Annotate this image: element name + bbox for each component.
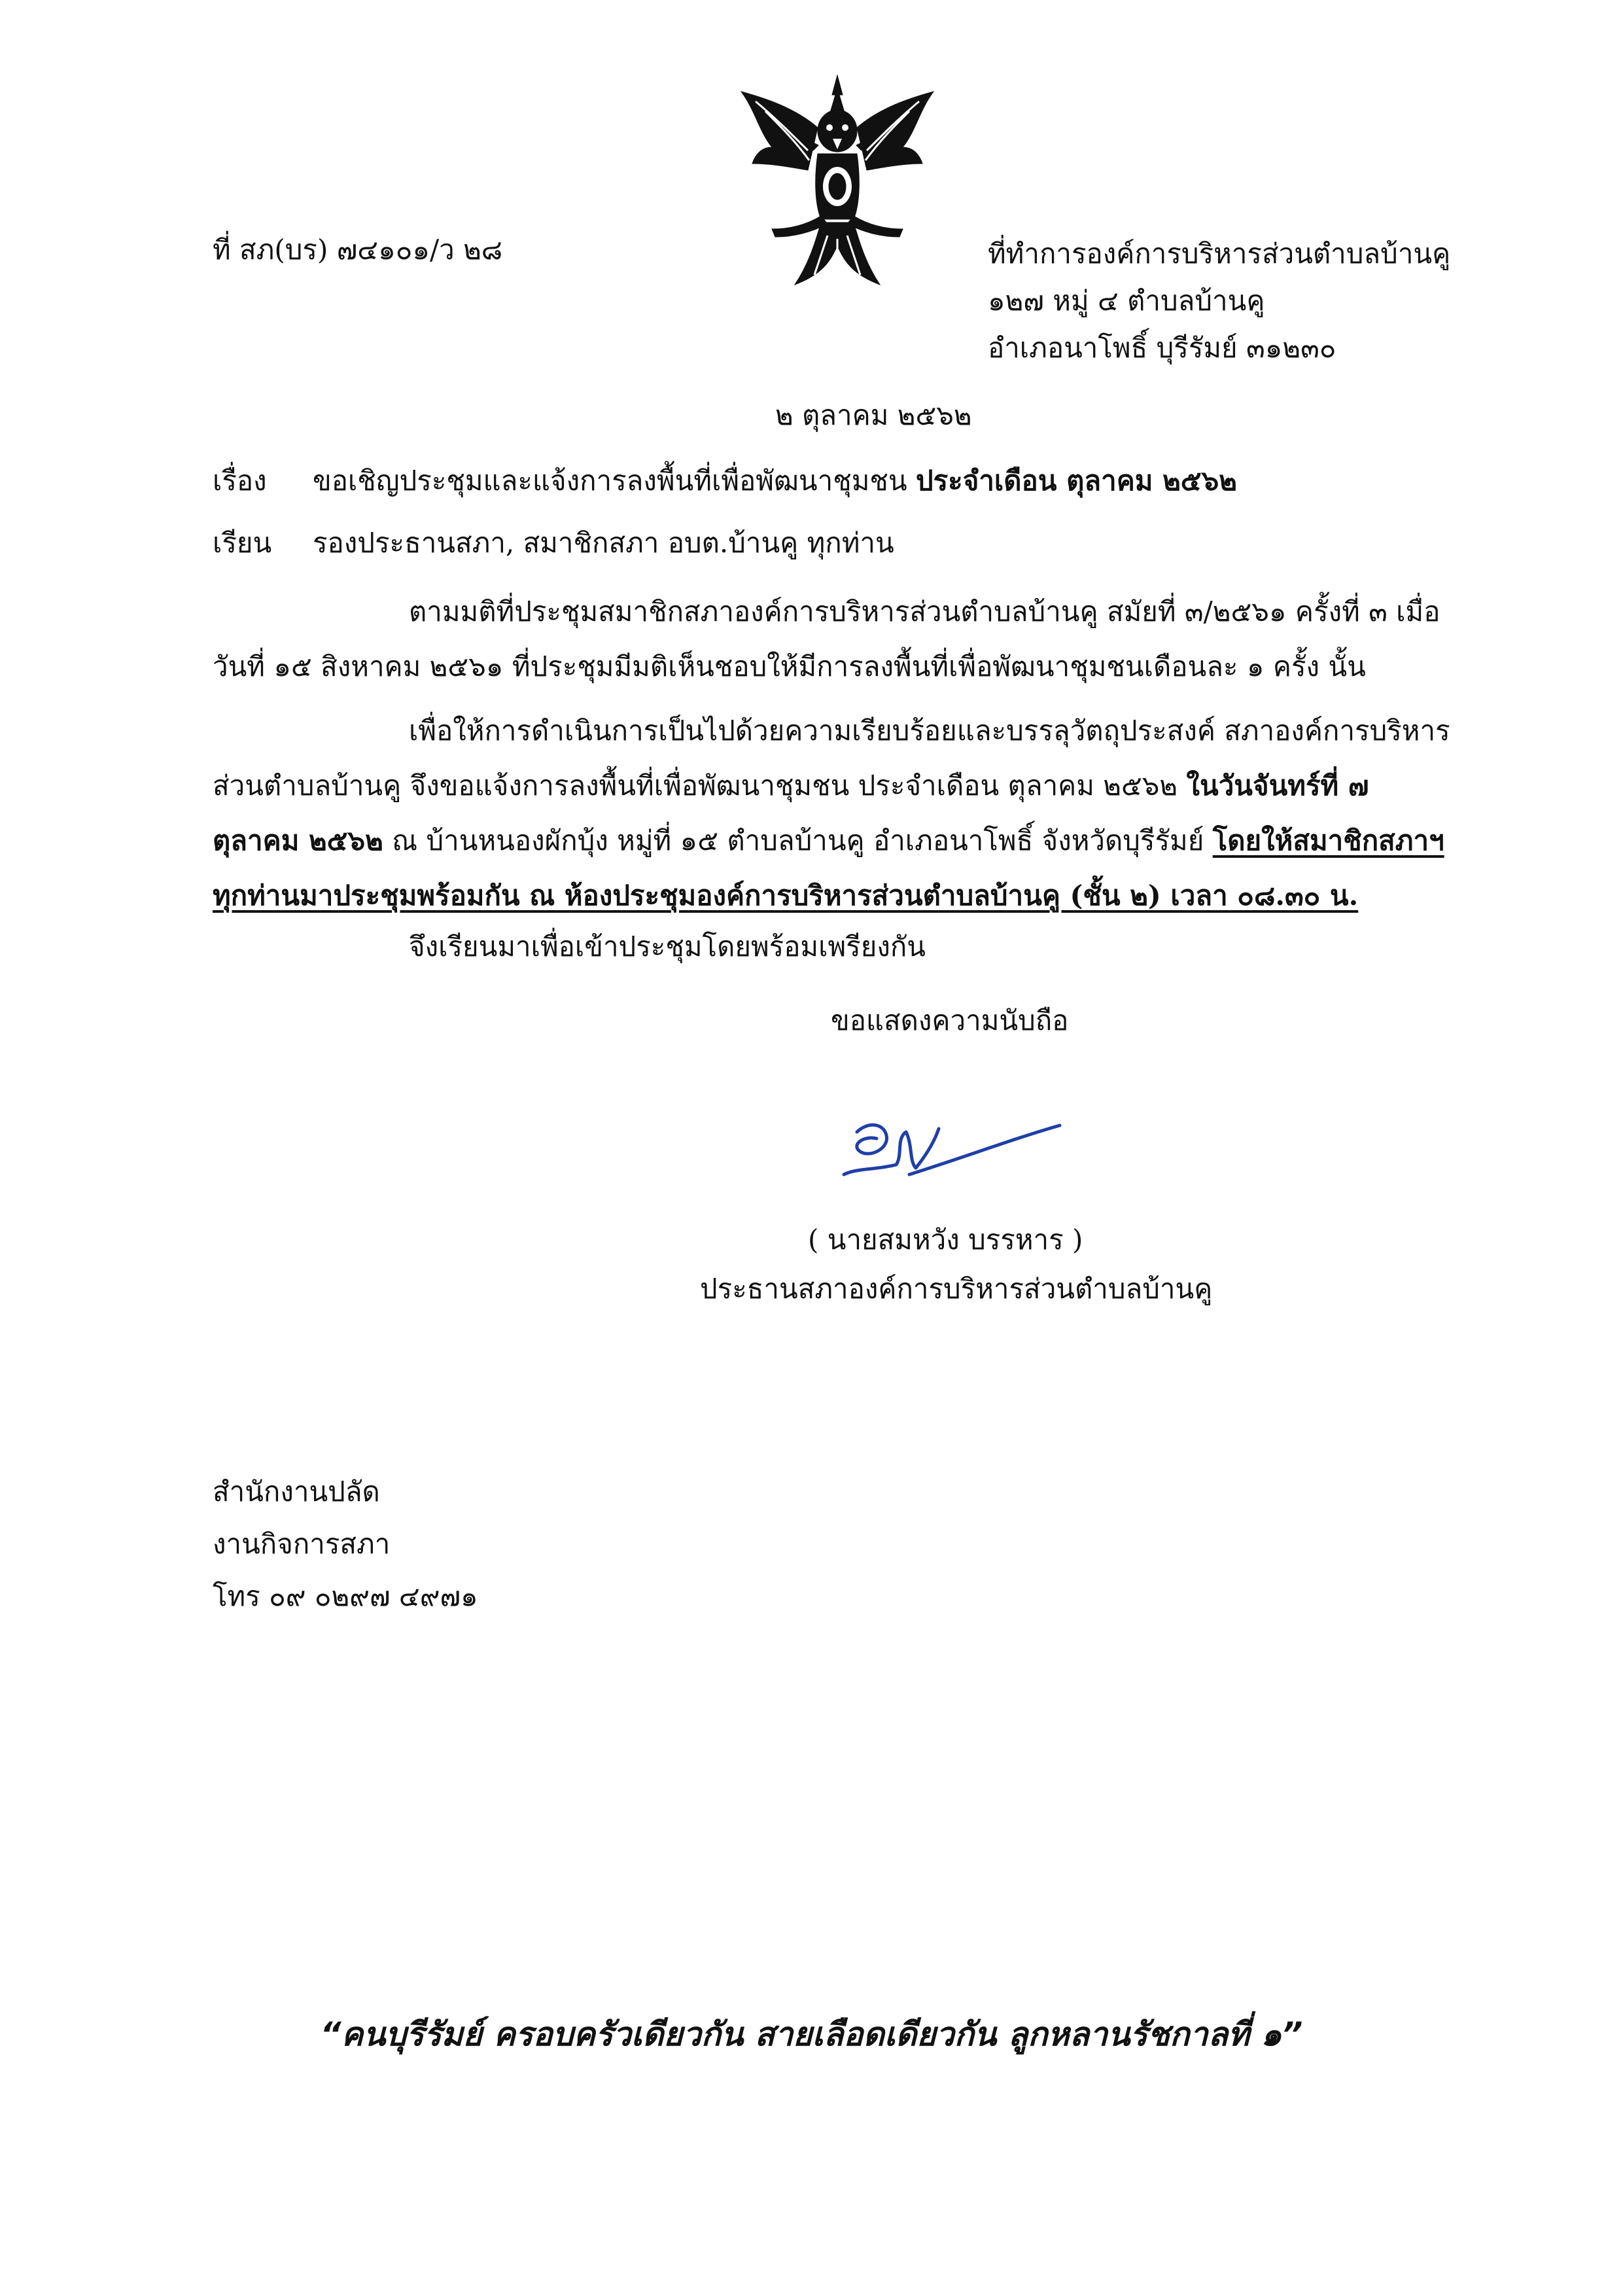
body-paragraph-2 — [213, 703, 1450, 923]
paragraph-line: จึงเรียนมาเพื่อเข้าประชุมโดยพร้อมเพรียงกัน — [409, 930, 926, 963]
meeting-instruction-underlined: โดยให้สมาชิกสภาฯ — [1212, 824, 1444, 857]
subject-text-bold: ประจำเดือน ตุลาคม ๒๕๖๒ — [915, 465, 1237, 497]
letter-date: ๒ ตุลาคม ๒๕๖๒ — [775, 399, 972, 431]
meeting-date-bold: ตุลาคม ๒๕๖๒ — [213, 824, 383, 857]
paragraph-line — [213, 758, 1450, 813]
subject-label: เรื่อง — [213, 465, 267, 497]
office-line: สำนักงานปลัด — [213, 1475, 380, 1508]
paragraph-text: ณ บ้านหนองผักบุ้ง หมู่ที่ ๑๕ ตำบลบ้านคู อำเภอนาโพธิ์ จังหวัดบุรีรัมย์ — [383, 824, 1213, 857]
meeting-instruction-underlined: ทุกท่านมาประชุมพร้อมกัน ณ ห้องประชุมองค์การบริหารส่วนตำบลบ้านคู (ชั้น ๒) เวลา ๐๘.๓๐ น. — [213, 879, 1359, 911]
meeting-date-bold: ในวันจันทร์ที่ ๗ — [1186, 769, 1369, 802]
garuda-emblem-icon — [736, 72, 939, 288]
paragraph-line: เพื่อให้การดำเนินการเป็นไปด้วยความเรียบร้อยและบรรลุวัตถุประสงค์ สภาองค์การบริหาร — [409, 715, 1450, 747]
issuing-office — [213, 1466, 478, 1623]
handwritten-signature — [831, 1112, 1066, 1204]
recipient-label: เรียน — [213, 527, 272, 559]
office-line: งานกิจการสภา — [213, 1528, 391, 1560]
paragraph-text: ส่วนตำบลบ้านคู จึงขอแจ้งการลงพื้นที่เพื่อพัฒนาชุมชน ประจำเดือน ตุลาคม ๒๕๖๒ — [213, 769, 1187, 802]
address-line: ๑๒๗ หมู่ ๔ ตำบลบ้านคู — [988, 285, 1265, 317]
sender-address — [988, 230, 1450, 372]
document-reference-number: ที่ สภ(บร) ๗๔๑๐๑/ว ๒๘ — [213, 234, 503, 266]
closing-salutation: ขอแสดงความนับถือ — [831, 1004, 1069, 1036]
paragraph-line — [213, 813, 1450, 868]
signer-title: ประธานสภาองค์การบริหารส่วนตำบลบ้านคู — [700, 1273, 1213, 1305]
paragraph-line: ตามมติที่ประชุมสมาชิกสภาองค์การบริหารส่วนตำบลบ้านคู สมัยที่ ๓/๒๕๖๑ ครั้งที่ ๓ เมื่อ — [409, 595, 1440, 627]
address-line: อำเภอนาโพธิ์ บุรีรัมย์ ๓๑๒๓๐ — [988, 332, 1336, 364]
paragraph-line — [213, 868, 1450, 923]
body-paragraph-3 — [213, 919, 1450, 974]
footer-motto: “คนบุรีรัมย์ ครอบครัวเดียวกัน สายเลือดเดียวกัน ลูกหลานรัชกาลที่ ๑” — [320, 2015, 1303, 2053]
paragraph-line: วันที่ ๑๕ สิงหาคม ๒๕๖๑ ที่ประชุมมีมติเห็นชอบให้มีการลงพื้นที่เพื่อพัฒนาชุมชนเดือนละ ๑ ครั้ง นั้น — [213, 650, 1366, 682]
subject-text — [313, 461, 1237, 501]
recipient-text: รองประธานสภา, สมาชิกสภา อบต.บ้านคู ทุกท่าน — [313, 527, 894, 559]
subject-text-normal: ขอเชิญประชุมและแจ้งการลงพื้นที่เพื่อพัฒนาชุมชน — [313, 465, 916, 497]
body-paragraph-1 — [213, 584, 1450, 694]
signer-name: ( นายสมหวัง บรรหาร ) — [808, 1224, 1083, 1256]
address-line: ที่ทำการองค์การบริหารส่วนตำบลบ้านคู — [988, 238, 1451, 270]
office-phone: โทร ๐๙ ๐๒๙๗ ๔๙๗๑ — [213, 1580, 478, 1612]
